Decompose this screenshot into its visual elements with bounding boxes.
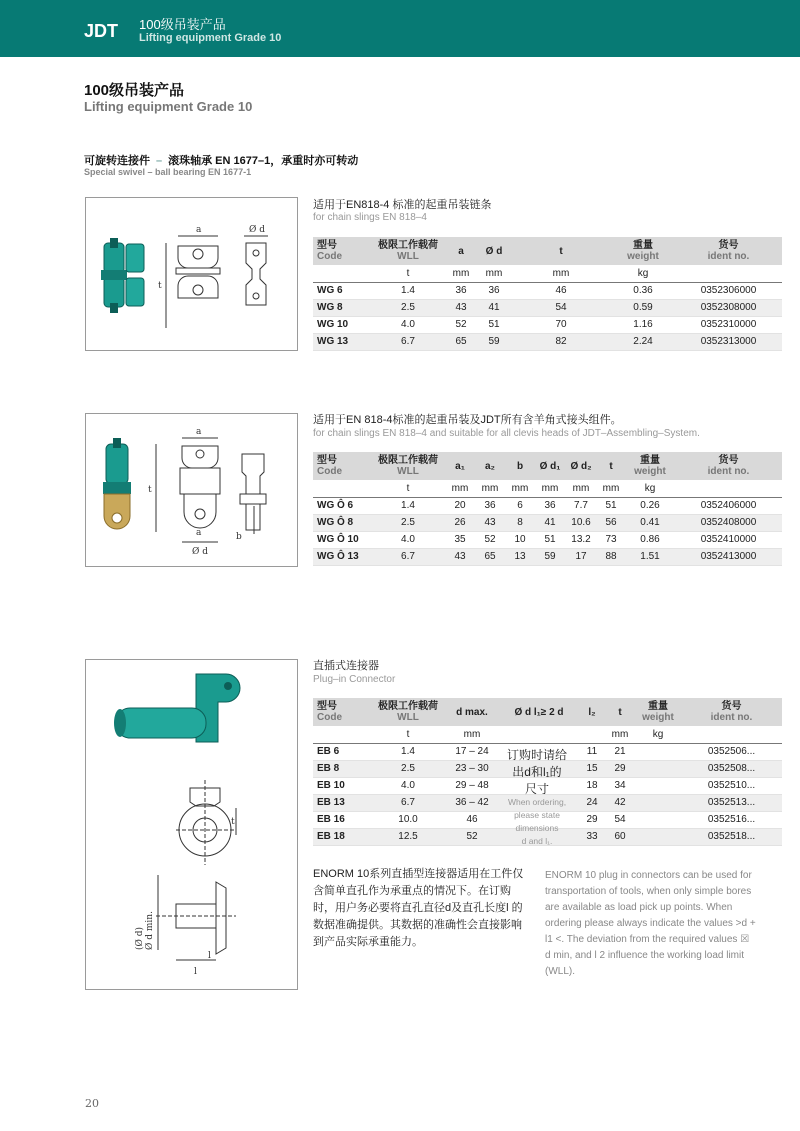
swivel-drawing — [86, 198, 299, 352]
header-ident: 货号 ident no. — [675, 237, 782, 265]
page-title: 100级吊装产品 — [84, 82, 185, 99]
swivel-spec-table — [313, 237, 782, 351]
dim-t-label-2: t — [148, 485, 152, 495]
dim-d-label-2: Ø d — [192, 547, 209, 557]
header-t: t — [597, 452, 625, 480]
header-weight: 重量 weight — [625, 452, 675, 480]
header-d2: Ø d₂ — [565, 452, 597, 480]
block1-desc-en: for chain slings EN 818–4 — [313, 212, 427, 223]
block2-desc-en: for chain slings EN 818–4 and suitable for all clevis heads of JDT–Assembling–System. — [313, 428, 700, 439]
dim-b-label: b — [236, 532, 242, 542]
table-row: EB 6 1.4 17 – 24 11 21 0352506... — [313, 743, 782, 760]
table-row: EB 13 6.7 36 – 42 24 42 0352513... — [313, 794, 782, 811]
section-dash: – — [156, 155, 163, 167]
plug-in-connector-photo — [114, 674, 240, 742]
header-d-l1: Ø d l₁≥ 2 d — [499, 698, 579, 726]
section-subtitle: Special swivel – ball bearing EN 1677-1 — [84, 167, 252, 177]
dim-a1-label: a — [196, 528, 202, 538]
table-header-row — [313, 452, 782, 480]
dim-d-label: Ø d — [249, 225, 266, 235]
header-weight: 重量 weight — [635, 698, 681, 726]
header-wll: 极限工作载荷 WLL — [371, 452, 445, 480]
swivel-clevis-spec-table — [313, 452, 782, 566]
header-wll: 极限工作载荷 WLL — [371, 698, 445, 726]
dim-t-label: t — [158, 281, 162, 291]
table-units-row: t mm mm mm kg — [313, 265, 782, 282]
table-header-row — [313, 698, 782, 726]
dim-t-label-3: t — [231, 817, 235, 827]
header-a2: a₂ — [475, 452, 505, 480]
table-row: WG Ô 10 4.0 35 52 10 51 13.2 73 0.86 0352410000 — [313, 531, 782, 548]
header-code: 型号 Code — [313, 237, 371, 265]
order-note-cn: 订购时请给 出d和l₁的 尺寸 — [506, 748, 567, 796]
dim-l1-label: l — [194, 967, 197, 977]
header-t: t — [605, 698, 635, 726]
dim-d-paren-label: (Ø d) — [135, 926, 145, 950]
header-wll: 极限工作载荷 WLL — [371, 237, 445, 265]
dim-a-label: a — [196, 225, 202, 235]
table-row: WG 13 6.7 65 59 82 2.24 0352313000 — [313, 333, 782, 350]
header-t: t — [511, 237, 611, 265]
swivel-clevis-photo — [103, 438, 131, 529]
plug-in-connector-drawing-box — [85, 659, 298, 990]
table-units-row: t mm mm mm mm mm mm kg — [313, 480, 782, 497]
swivel-photo — [101, 238, 144, 313]
section-title-a: 可旋转连接件 — [84, 155, 150, 167]
header-bar — [0, 0, 800, 57]
header-dmax: d max. — [445, 698, 499, 726]
header-d: Ø d — [477, 237, 511, 265]
block3-desc-en: Plug–in Connector — [313, 674, 396, 685]
plug-in-connector-drawing — [86, 660, 299, 991]
table-row: WG Ô 8 2.5 26 43 8 41 10.6 56 0.41 0352408000 — [313, 514, 782, 531]
jdt-logo — [84, 18, 124, 42]
table-row: WG 6 1.4 36 36 46 0.36 0352306000 — [313, 282, 782, 299]
swivel-tech-drawing — [166, 236, 268, 328]
block3-desc-cn: 直插式连接器 — [313, 660, 379, 672]
table-row: EB 8 2.5 23 – 30 15 29 0352508... — [313, 760, 782, 777]
block1-desc-cn: 适用于EN818-4 标准的起重吊装链条 — [313, 199, 492, 211]
table-row: WG Ô 6 1.4 20 36 6 36 7.7 51 0.26 0352406000 — [313, 497, 782, 514]
table-row: EB 18 12.5 52 33 60 0352518... — [313, 828, 782, 845]
swivel-clevis-tech-drawing — [156, 438, 266, 542]
header-a: a — [445, 237, 477, 265]
svg-text:JDT: JDT — [84, 21, 119, 41]
table-row: EB 16 10.0 46 29 54 0352516... — [313, 811, 782, 828]
table-row: WG 10 4.0 52 51 70 1.16 0352310000 — [313, 316, 782, 333]
swivel-clevis-drawing — [86, 414, 299, 568]
header-d1: Ø d₁ — [535, 452, 565, 480]
section-title-b: 滚珠轴承 EN 1677–1，承重时亦可转动 — [168, 155, 359, 167]
header-title-en: Lifting equipment Grade 10 — [139, 32, 282, 44]
page-subtitle: Lifting equipment Grade 10 — [84, 99, 253, 114]
dim-l2-label: l — [208, 951, 211, 961]
description-cn: ENORM 10系列直插型连接器适用在工件仅含简单直孔作为承重点的情况下。在订购时，用户务必要将直孔直径d及直孔长度l 的数据准确提供。其数据的准确性会直接影响到产品实际承重能力。 — [313, 868, 524, 948]
header-weight: 重量 weight — [611, 237, 675, 265]
plug-in-connector-tech-drawing — [156, 780, 236, 960]
header-ident: 货号 ident no. — [681, 698, 782, 726]
header-code: 型号 Code — [313, 698, 371, 726]
header-a1: a₁ — [445, 452, 475, 480]
swivel-clevis-drawing-box — [85, 413, 298, 567]
header-ident: 货号 ident no. — [675, 452, 782, 480]
section-title — [84, 152, 358, 168]
dim-a2-label: a — [196, 427, 202, 437]
header-title-cn: 100级吊装产品 — [139, 17, 226, 32]
dim-dmin-label: Ø d min. — [145, 911, 155, 950]
page-number: 20 — [85, 1097, 99, 1110]
table-header-row — [313, 237, 782, 265]
table-row: WG 8 2.5 43 41 54 0.59 0352308000 — [313, 299, 782, 316]
table-units-row: t mm mm kg — [313, 726, 782, 743]
header-l2: l₂ — [579, 698, 605, 726]
table-row: EB 10 4.0 29 – 48 18 34 0352510... — [313, 777, 782, 794]
header-code: 型号 Code — [313, 452, 371, 480]
description-en: ENORM 10 plug in connectors can be used for transportation of tools, when only simple bores are available as load pick up points. When ordering please always indicate the values >d + l1 <. The deviation from the required values ☒ d min, and l 2 influence the working load limit (WLL). — [545, 870, 756, 977]
header-b: b — [505, 452, 535, 480]
order-note-en: When ordering, please state dimensions d and l₁. — [507, 797, 567, 846]
swivel-drawing-box — [85, 197, 298, 351]
table-row: WG Ô 13 6.7 43 65 13 59 17 88 1.51 0352413000 — [313, 548, 782, 565]
block2-desc-cn: 适用于EN 818-4标准的起重吊装及JDT所有含羊角式接头组件。 — [313, 414, 622, 426]
